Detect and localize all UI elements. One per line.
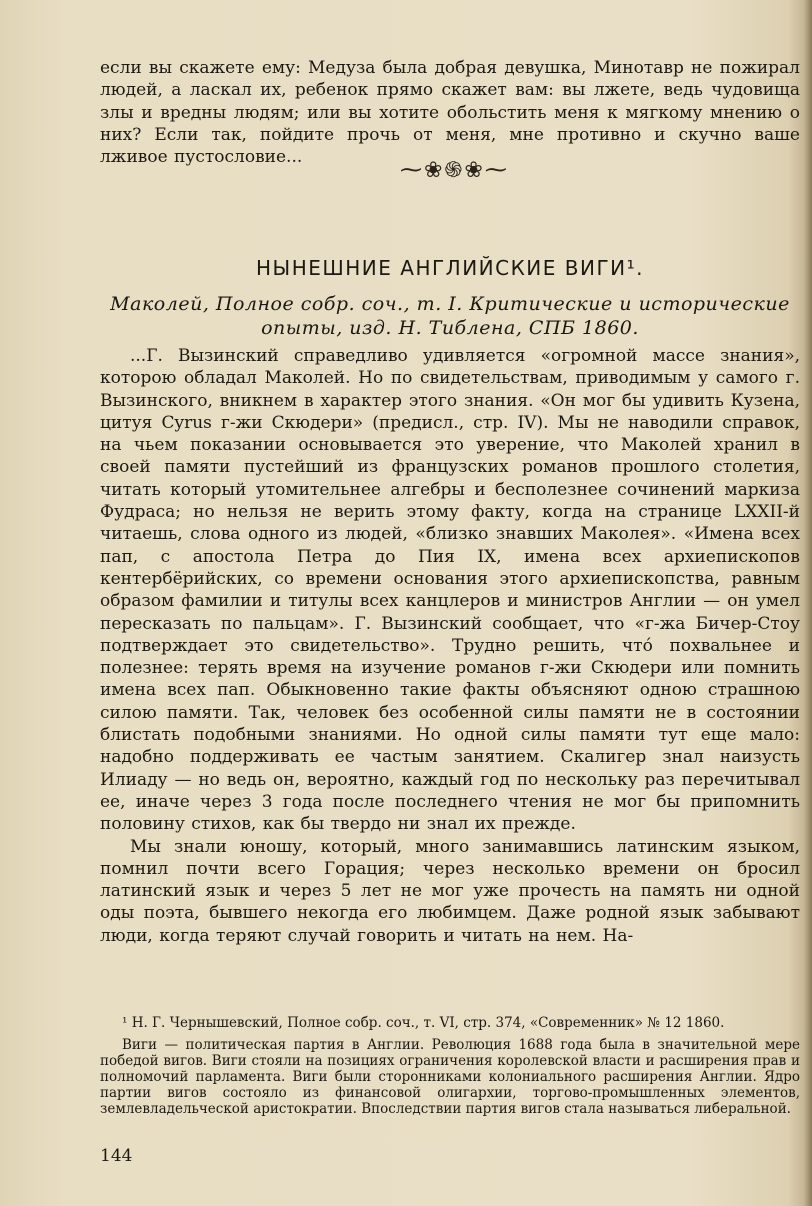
page-edge <box>804 0 812 1206</box>
source-citation: Маколей, Полное собр. соч., т. I. Критические и исторические опыты, изд. Н. Тиблена, СПБ 1860. <box>110 293 790 339</box>
footnotes <box>100 1015 800 1123</box>
body-paragraph-1: ...Г. Вызинский справедливо удивляется «огромной массе знания», которою обладал Маколей. Но по свидетельствам, приводимым у самого г. Вызинского, вникнем в характер этого знания. «Он мог бы удивить Кузена, цитуя Cyrus г-жи Скюдери» (предисл., стр. IV). Мы не наводили справок, на чьем показании основывается это уверение, что Маколей хранил в своей памяти пустейший из французских романов прошлого столетия, читать который утомительнее алгебры и бесполезнее сочинений маркиза Фудраса; но нельзя не верить этому факту, когда на странице LXXII-й читаешь, слова одного из людей, «близко знавших Маколея». «Имена всех пап, с апостола Петра до Пия IX, имена всех архиепископов кентербёрийских, со времени основания этого архиепископства, равным образом фамилии и титулы всех канцлеров и министров Англии — он умел пересказать по пальцам». Г. Вызинский сообщает, что «г-жа Бичер-Стоу подтверждает это свидетельство». Трудно решить, что́ похвальнее и полезнее: терять время на изучение романов г-жи Скюдери или помнить имена всех пап. Обыкновенно такие факты объясняют одною страшною силою памяти. Так, человек без особенной силы памяти не в состоянии блистать подобными знаниями. Но одной силы памяти тут еще мало: надобно поддерживать ее частым занятием. Скалигер знал наизусть Илиаду — но ведь он, вероятно, каждый год по нескольку раз перечитывал ее, иначе через 3 года после последнего чтения не мог бы припомнить половину стихов, как бы твердо ни знал их прежде. <box>100 346 800 835</box>
body-text <box>100 345 800 947</box>
body-paragraph-2: Мы знали юношу, который, много занимавшись латинским языком, помнил почти всего Горация; через несколько времени он бросил латинский язык и через 5 лет не мог уже прочесть на память ни одной оды поэта, бывшего некогда его любимцем. Даже родной язык забывают люди, когда теряют случай говорить и читать на нем. На- <box>100 836 800 946</box>
top-paragraph-block <box>100 57 800 168</box>
footnote-2: Виги — политическая партия в Англии. Революция 1688 года была в значительной мере победой вигов. Виги стояли на позициях ограничения королевской власти и расширения прав и полномочий парламента. Виги были сторонниками колониального расширения Англии. Ядро партии вигов состояло из финансовой олигархии, торгово-промышленных элементов, землевладельческой аристократии. Впоследствии партия вигов стала называться либеральной. <box>100 1037 800 1117</box>
top-paragraph: если вы скажете ему: Медуза была добрая девушка, Минотавр не пожирал людей, а ласкал их, ребенок прямо скажет вам: вы лжете, ведь чудовища злы и вредны людям; или вы хотите обольстить меня к мягкому мнению о них? Если так, пойдите прочь от меня, мне противно и скучно ваше лживое пустословие... <box>100 58 800 168</box>
article-title: НЫНЕШНИЕ АНГЛИЙСКИЕ ВИГИ¹. <box>256 256 644 280</box>
footnote-1: ¹ Н. Г. Чернышевский, Полное собр. соч., т. VI, стр. 374, «Современник» № 12 1860. <box>122 1015 725 1031</box>
section-ornament: ⁓❀֍❀⁓ <box>400 158 509 183</box>
page-number: 144 <box>100 1146 133 1166</box>
